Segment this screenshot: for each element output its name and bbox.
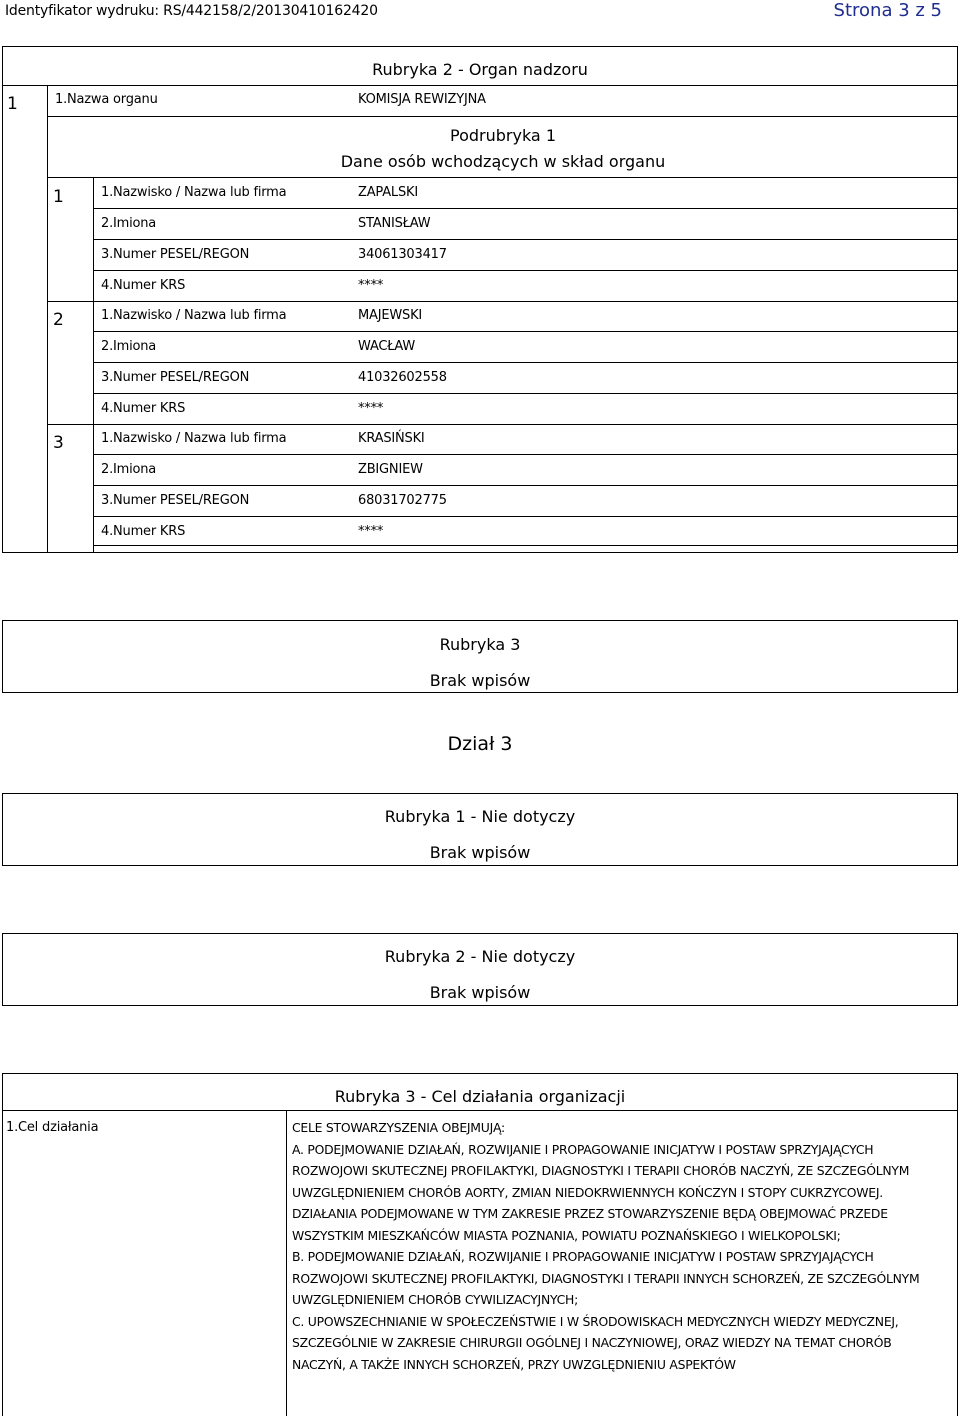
krs-label: 4.Numer KRS [101, 278, 186, 293]
print-identifier: Identyfikator wydruku: RS/442158/2/20130410162420 [5, 3, 378, 19]
person-number: 3 [53, 433, 64, 453]
nazwisko-value: ZAPALSKI [358, 185, 418, 200]
rubryka3-title: Rubryka 3 [439, 635, 521, 654]
pesel-label: 3.Numer PESEL/REGON [101, 493, 250, 508]
krs-label: 4.Numer KRS [101, 524, 186, 539]
imiona-value: STANISŁAW [358, 216, 431, 231]
cel-paragraph-a: A. PODEJMOWANIE DZIAŁAŃ, ROZWIJANIE I PROPAGOWANIE INICJATYW I POSTAW SPRZYJAJĄCYCH ROZWOJOWI SKUTECZNEJ PROFILAKTYKI, DIAGNOSTYKI I TERAPII CHORÓB NACZYŃ, ZE SZCZEGÓLNYM UWZGLĘDNIENIEM CHORÓB AORTY, ZMIAN NIEDOKRWIENNYCH KOŃCZYN I STOPY CUKRZYCOWEJ. DZIAŁANIA PODEJMOWANE W TYM ZAKRESIE PRZEZ STOWARZYSZENIE BĘDĄ OBEJMOWAĆ PRZEDE WSZYSTKIM MIESZKAŃCÓW MIASTA POZNANIA, POWIATU POZNAŃSKIEGO I WIELKOPOLSKI; [292, 1141, 910, 1243]
imiona-label: 2.Imiona [101, 216, 157, 231]
dzial3-title: Dział 3 [447, 733, 513, 755]
cel-paragraph-c: C. UPOWSZECHNIANIE W SPOŁECZEŃSTWIE I W ŚRODOWISKACH MEDYCZNYCH WIEDZY MEDYCZNEJ, SZCZEGÓLNIE W ZAKRESIE CHIRURGII OGÓLNEJ I NACZYNIOWEJ, ORAZ WIEDZY NA TEMAT CHORÓB NACZYŃ, A TAKŻE INNYCH SCHORZEŃ, PRZY UWZGLĘDNIENIU ASPEKTÓW [292, 1313, 899, 1372]
pesel-label: 3.Numer PESEL/REGON [101, 370, 250, 385]
imiona-value: WACŁAW [358, 339, 416, 354]
dzial3-rubryka2-status: Brak wpisów [429, 983, 531, 1002]
dzial3-rubryka1-status: Brak wpisów [429, 843, 531, 862]
pesel-value: 34061303417 [358, 247, 447, 262]
nazwisko-label: 1.Nazwisko / Nazwa lub firma [101, 185, 287, 200]
rubryka3-status: Brak wpisów [429, 671, 531, 690]
krs-label: 4.Numer KRS [101, 401, 186, 416]
person-number: 2 [53, 310, 64, 330]
imiona-value: ZBIGNIEW [358, 462, 423, 477]
krs-value: **** [358, 401, 384, 416]
cel-dzialania-title: Rubryka 3 - Cel działania organizacji [334, 1087, 626, 1106]
nazwa-organu-label: 1.Nazwa organu [55, 92, 158, 107]
pesel-label: 3.Numer PESEL/REGON [101, 247, 250, 262]
nazwa-organu-value: KOMISJA REWIZYJNA [358, 92, 486, 107]
krs-value: **** [358, 524, 384, 539]
person-number: 1 [53, 187, 64, 207]
pesel-value: 41032602558 [358, 370, 447, 385]
organ-nadzoru-title: Rubryka 2 - Organ nadzoru [372, 60, 588, 79]
pesel-value: 68031702775 [358, 493, 447, 508]
nazwisko-label: 1.Nazwisko / Nazwa lub firma [101, 431, 287, 446]
imiona-label: 2.Imiona [101, 462, 157, 477]
cel-paragraph-intro: CELE STOWARZYSZENIA OBEJMUJĄ: [292, 1120, 505, 1135]
row-number: 1 [7, 94, 18, 114]
dzial3-rubryka2-title: Rubryka 2 - Nie dotyczy [384, 947, 576, 966]
cel-paragraph-b: B. PODEJMOWANIE DZIAŁAŃ, ROZWIJANIE I PROPAGOWANIE INICJATYW I POSTAW SPRZYJAJĄCYCH ROZWOJOWI SKUTECZNEJ PROFILAKTYKI, DIAGNOSTYKI I TERAPII INNYCH SCHORZEŃ, ZE SZCZEGÓLNYM UWZGLĘDNIENIEM CHORÓB CYWILIZACYJNYCH; [292, 1249, 920, 1307]
podrubryka-title: Podrubryka 1 [450, 126, 556, 145]
dzial3-rubryka1-title: Rubryka 1 - Nie dotyczy [384, 807, 576, 826]
cel-dzialania-label: 1.Cel działania [6, 1120, 99, 1135]
krs-value: **** [358, 278, 384, 293]
nazwisko-value: KRASIŃSKI [358, 431, 425, 446]
nazwisko-label: 1.Nazwisko / Nazwa lub firma [101, 308, 287, 323]
page-number: Strona 3 z 5 [833, 0, 942, 21]
nazwisko-value: MAJEWSKI [358, 308, 423, 323]
imiona-label: 2.Imiona [101, 339, 157, 354]
cel-dzialania-text [292, 1117, 948, 1375]
podrubryka-subtitle: Dane osób wchodzących w skład organu [340, 152, 666, 171]
